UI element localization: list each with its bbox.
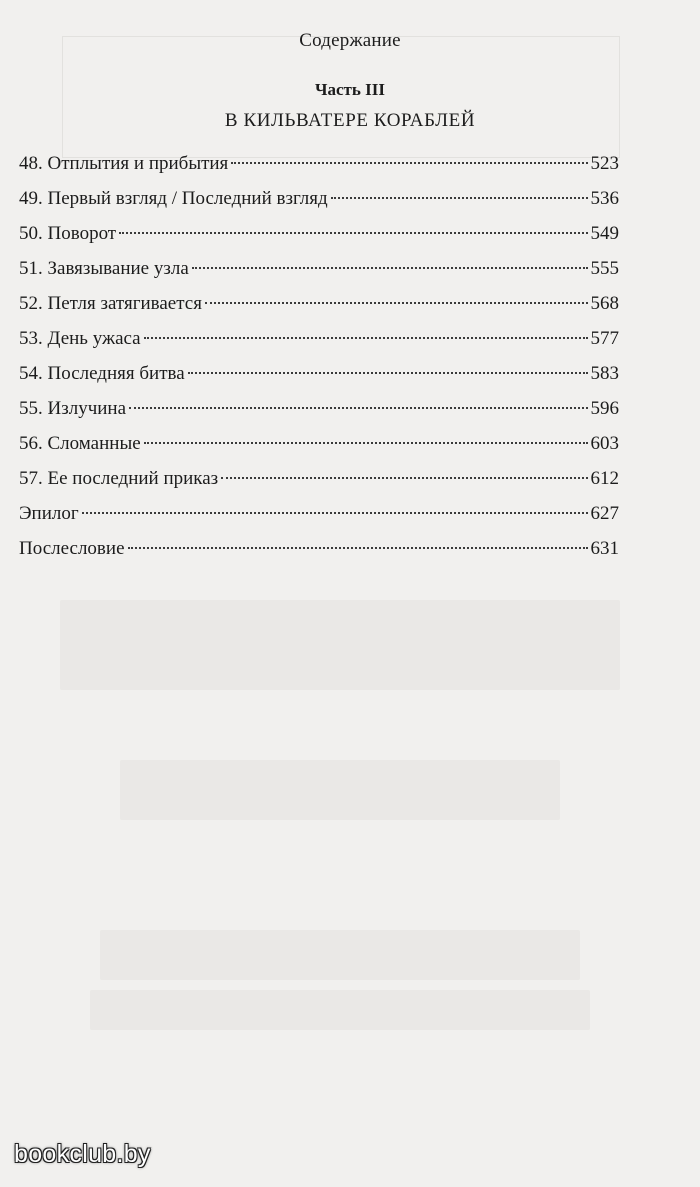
toc-entry xyxy=(19,426,619,461)
table-of-contents xyxy=(19,146,619,566)
bleed-through-block xyxy=(120,760,560,820)
bleed-through-block xyxy=(60,600,620,690)
toc-entry xyxy=(19,531,619,566)
bleed-through-block xyxy=(100,930,580,980)
toc-entry xyxy=(19,146,619,181)
part-number: Часть III xyxy=(315,80,385,99)
dot-leader xyxy=(331,197,588,199)
toc-entry xyxy=(19,181,619,216)
dot-leader xyxy=(144,337,588,339)
toc-entry-title: Послесловие xyxy=(19,538,125,559)
dot-leader xyxy=(144,442,588,444)
dot-leader xyxy=(205,302,588,304)
toc-entry-page: 631 xyxy=(590,538,619,559)
toc-entry-page: 596 xyxy=(590,398,619,419)
toc-entry xyxy=(19,216,619,251)
dot-leader xyxy=(128,547,588,549)
toc-entry xyxy=(19,356,619,391)
toc-entry-title: 56. Сломанные xyxy=(19,433,141,454)
dot-leader xyxy=(119,232,587,234)
toc-entry-page: 583 xyxy=(590,363,619,384)
toc-entry-page: 603 xyxy=(590,433,619,454)
toc-entry-title: 55. Излучина xyxy=(19,398,127,419)
toc-entry xyxy=(19,286,619,321)
toc-entry-page: 577 xyxy=(590,328,619,349)
dot-leader xyxy=(192,267,588,269)
toc-entry-title: 54. Последняя битва xyxy=(19,363,185,384)
toc-entry-page: 612 xyxy=(590,468,619,489)
toc-entry-title: 49. Первый взгляд / Последний взгляд xyxy=(19,188,328,209)
dot-leader xyxy=(221,477,587,479)
toc-entry-page: 555 xyxy=(590,258,619,279)
toc-entry-page: 627 xyxy=(590,503,619,524)
running-header: Содержание xyxy=(299,30,401,51)
toc-entry xyxy=(19,251,619,286)
dot-leader xyxy=(188,372,588,374)
toc-entry xyxy=(19,321,619,356)
dot-leader xyxy=(129,407,587,409)
part-title: В КИЛЬВАТЕРЕ КОРАБЛЕЙ xyxy=(224,110,476,131)
toc-entry-title: 53. День ужаса xyxy=(19,328,141,349)
toc-entry-title: Эпилог xyxy=(19,503,79,524)
bleed-through-block xyxy=(90,990,590,1030)
toc-entry-title: 52. Петля затягивается xyxy=(19,293,202,314)
site-watermark: bookclub.by xyxy=(14,1140,151,1168)
toc-entry xyxy=(19,496,619,531)
toc-entry-page: 549 xyxy=(590,223,619,244)
toc-entry-page: 523 xyxy=(590,153,619,174)
dot-leader xyxy=(82,512,588,514)
toc-entry xyxy=(19,391,619,426)
toc-entry-title: 48. Отплытия и прибытия xyxy=(19,153,229,174)
toc-entry-title: 57. Ее последний приказ xyxy=(19,468,219,489)
toc-entry-page: 568 xyxy=(590,293,619,314)
toc-entry-page: 536 xyxy=(590,188,619,209)
toc-entry-title: 51. Завязывание узла xyxy=(19,258,189,279)
toc-entry xyxy=(19,461,619,496)
toc-entry-title: 50. Поворот xyxy=(19,223,117,244)
dot-leader xyxy=(231,162,587,164)
